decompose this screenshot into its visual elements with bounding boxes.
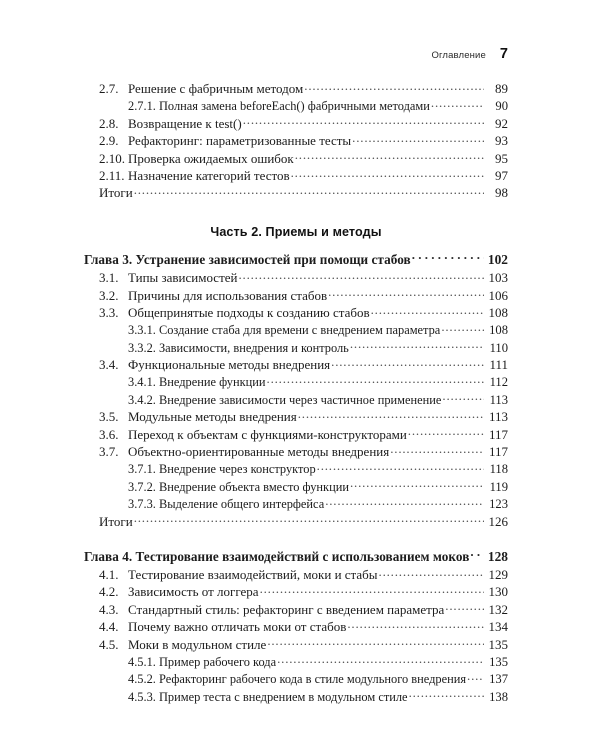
toc-entry-page: 90 (495, 99, 508, 114)
toc-entry-page: 110 (489, 340, 508, 355)
toc-entry-page: 93 (495, 133, 508, 149)
toc-chapter-entry[interactable] (84, 250, 508, 269)
toc-entry-number: 4.5. (99, 636, 119, 652)
toc-entry-title: 4.5.3. Пример теста с внедрением в модульном стиле (128, 689, 408, 704)
spacer (84, 241, 508, 250)
toc-chapter-page: 128 (487, 548, 508, 564)
toc-entry-title: Объектно-ориентированные методы внедрения (128, 444, 390, 460)
toc-entry-title: Почему важно отличать моки от стабов (128, 619, 347, 635)
toc-entry-page: 111 (489, 357, 508, 373)
toc-entry-number: 2.10. (99, 150, 125, 166)
toc-entry[interactable] (84, 80, 508, 97)
toc-entry-title: Причины для использования стабов (128, 287, 328, 303)
toc-entry-number: 4.4. (99, 619, 119, 635)
dot-leader (298, 408, 484, 421)
toc-entry-title: Переход к объектам с функциями-конструкторами (128, 426, 407, 442)
toc-entry-page: 129 (488, 566, 508, 582)
toc-entry-page: 89 (495, 81, 508, 96)
dot-leader (277, 653, 484, 666)
toc-entry-title: 4.5.1. Пример рабочего кода (128, 654, 277, 669)
toc-entry-page: 113 (488, 409, 508, 425)
dot-leader (371, 304, 484, 317)
toc-entry-title: Решение с фабричным методом (128, 81, 304, 96)
toc-entry-title: Стандартный стиль: рефакторинг с введением параметра (128, 601, 445, 617)
toc-block-chapter3 (84, 269, 508, 530)
toc-entry[interactable] (84, 391, 508, 408)
dot-leader (134, 184, 484, 197)
toc-entry-number: 3.4. (99, 357, 119, 373)
toc-chapter-title: Глава 4. Тестирование взаимодействий с использованием моков (84, 548, 470, 564)
toc-entry-title: Типы зависимостей (128, 270, 238, 286)
toc-entry-title: 4.5.2. Рефакторинг рабочего кода в стиле модульного внедрения (128, 672, 467, 687)
toc-entry[interactable] (84, 356, 508, 373)
toc-entry-page: 95 (495, 150, 508, 166)
dot-leader (267, 636, 484, 649)
toc-entry-title: 3.3.2. Зависимости, внедрения и контроль (128, 340, 349, 355)
toc-entry-title: Функциональные методы внедрения (128, 357, 331, 373)
toc-entry-title: 3.3.1. Создание стаба для времени с внедрением параметра (128, 323, 441, 338)
toc-entry-page: 108 (488, 304, 508, 320)
toc-entry-number: 3.7. (99, 444, 119, 460)
toc-entry-page: 135 (489, 654, 508, 669)
toc-entry-title: Возвращение к test() (128, 115, 242, 131)
toc-block-chapter4 (84, 566, 508, 705)
toc-entry-page: 112 (489, 375, 508, 390)
toc-entry[interactable] (84, 167, 508, 184)
toc-entry-page: 126 (488, 513, 508, 529)
toc-entry-number: 3.2. (99, 287, 119, 303)
toc-entry[interactable] (84, 566, 508, 583)
toc-chapter-title: Глава 3. Устранение зависимостей при помощи стабов (84, 252, 411, 268)
toc-entry-title: Моки в модульном стиле (128, 636, 267, 652)
dot-leader (412, 251, 484, 264)
toc-entry-page: 117 (488, 444, 508, 460)
toc-entry[interactable] (84, 269, 508, 286)
toc-chapter-page: 102 (487, 252, 508, 268)
dot-leader (352, 132, 484, 145)
dot-leader (317, 460, 484, 473)
dot-leader (409, 688, 484, 701)
toc-entry[interactable] (84, 460, 508, 477)
toc-entry-number: 4.3. (99, 601, 119, 617)
spacer (84, 202, 508, 224)
toc-block-chapter2-continued (84, 80, 508, 202)
dot-leader (441, 321, 484, 334)
dot-leader (331, 356, 484, 369)
toc-entry-number: 3.3. (99, 304, 119, 320)
dot-leader (238, 269, 484, 282)
toc-entry-title: Зависимость от логгера (128, 584, 259, 600)
dot-leader (347, 618, 484, 631)
toc-entry-title: Общепринятые подходы к созданию стабов (128, 304, 370, 320)
toc-entry[interactable] (84, 304, 508, 321)
toc-entry[interactable] (84, 513, 508, 530)
toc-entry[interactable] (84, 97, 508, 114)
dot-leader (379, 566, 484, 579)
toc-entry-title: 2.7.1. Полная замена beforeEach() фабричными методами (128, 99, 430, 114)
dot-leader (295, 150, 484, 163)
toc-entry[interactable] (84, 408, 508, 425)
dot-leader (442, 391, 484, 404)
dot-leader (431, 97, 484, 110)
toc-entry-number: 2.9. (99, 133, 119, 149)
toc-entry-page: 118 (489, 462, 508, 477)
toc-entry-page: 97 (495, 167, 508, 183)
toc-entry[interactable] (84, 373, 508, 390)
toc-entry-page: 130 (488, 584, 508, 600)
toc-entry-page: 117 (488, 426, 508, 442)
toc-entry[interactable] (84, 601, 508, 618)
dot-leader (243, 115, 484, 128)
dot-leader (304, 80, 484, 93)
toc-entry-page: 98 (495, 185, 508, 201)
toc-entry[interactable] (84, 583, 508, 600)
dot-leader (390, 443, 484, 456)
toc-entry[interactable] (84, 653, 508, 670)
toc-entry-page: 135 (488, 636, 508, 652)
dot-leader (260, 583, 484, 596)
toc-entry-number: 2.11. (99, 167, 125, 183)
spacer (84, 530, 508, 547)
dot-leader (267, 373, 484, 386)
toc-entry-page: 113 (489, 392, 508, 407)
toc-entry-title: Модульные методы внедрения (128, 409, 297, 425)
toc-entry-title: 3.4.1. Внедрение функции (128, 375, 266, 390)
page-folio-number: 7 (499, 46, 508, 62)
toc-entry-page: 106 (488, 287, 508, 303)
toc-entry[interactable] (84, 443, 508, 460)
toc-entry-number: 4.2. (99, 584, 119, 600)
toc-entry[interactable] (84, 426, 508, 443)
running-header (84, 46, 508, 62)
toc-entry[interactable] (84, 688, 508, 705)
dot-leader (445, 601, 484, 614)
toc-entry-title: 3.7.2. Внедрение объекта вместо функции (128, 479, 349, 494)
toc-entry[interactable] (84, 321, 508, 338)
toc-chapter-entry[interactable] (84, 547, 508, 566)
toc-entry-page: 119 (489, 479, 508, 494)
toc-entry[interactable] (84, 132, 508, 149)
toc-entry-number: 3.6. (99, 426, 119, 442)
dot-leader (470, 548, 484, 561)
dot-leader (291, 167, 484, 180)
dot-leader (408, 426, 484, 439)
toc-entry[interactable] (84, 184, 508, 201)
toc-entry[interactable] (84, 339, 508, 356)
toc-entry-number: 3.5. (99, 409, 119, 425)
toc-entry[interactable] (84, 115, 508, 132)
dot-leader (325, 495, 484, 508)
toc-entry-title: Рефакторинг: параметризованные тесты (128, 133, 352, 149)
toc-entry-number: 4.1. (99, 566, 119, 582)
toc-entry-number: 2.8. (99, 115, 119, 131)
toc-entry-page: 138 (489, 689, 508, 704)
part-heading: Часть 2. Приемы и методы (210, 224, 382, 239)
dot-leader (134, 513, 484, 526)
toc-entry-title: 3.7.3. Выделение общего интерфейса (128, 497, 325, 512)
toc-entry-page: 108 (489, 323, 508, 338)
dot-leader (350, 478, 484, 491)
dot-leader (467, 670, 484, 683)
dot-leader (328, 287, 484, 300)
toc-entry-page: 137 (489, 672, 508, 687)
toc-entry-title: 3.7.1. Внедрение через конструктор (128, 462, 316, 477)
toc-entry-page: 103 (488, 270, 508, 286)
toc-entry[interactable] (84, 636, 508, 653)
toc-entry-page: 134 (488, 619, 508, 635)
toc-entry[interactable] (84, 287, 508, 304)
toc-entry-title: Тестирование взаимодействий, моки и стабы (128, 566, 378, 582)
running-header-label: Оглавление (431, 50, 486, 61)
toc-entry-number: 3.1. (99, 270, 119, 286)
toc-entry-title: Проверка ожидаемых ошибок (128, 150, 294, 166)
dot-leader (350, 339, 484, 352)
toc-entry[interactable] (84, 618, 508, 635)
toc-entry-page: 132 (488, 601, 508, 617)
toc-entry-title: Назначение категорий тестов (128, 167, 290, 183)
table-of-contents (84, 80, 508, 705)
toc-entry-page: 92 (495, 115, 508, 131)
toc-entry-number: 2.7. (99, 81, 119, 96)
toc-entry[interactable] (84, 478, 508, 495)
toc-entry[interactable] (84, 150, 508, 167)
toc-entry[interactable] (84, 670, 508, 687)
toc-entry-page: 123 (489, 497, 508, 512)
toc-entry-title: 3.4.2. Внедрение зависимости через частичное применение (128, 392, 442, 407)
toc-entry-title: Итоги (99, 513, 133, 529)
toc-entry[interactable] (84, 495, 508, 512)
toc-entry-title: Итоги (99, 185, 133, 201)
